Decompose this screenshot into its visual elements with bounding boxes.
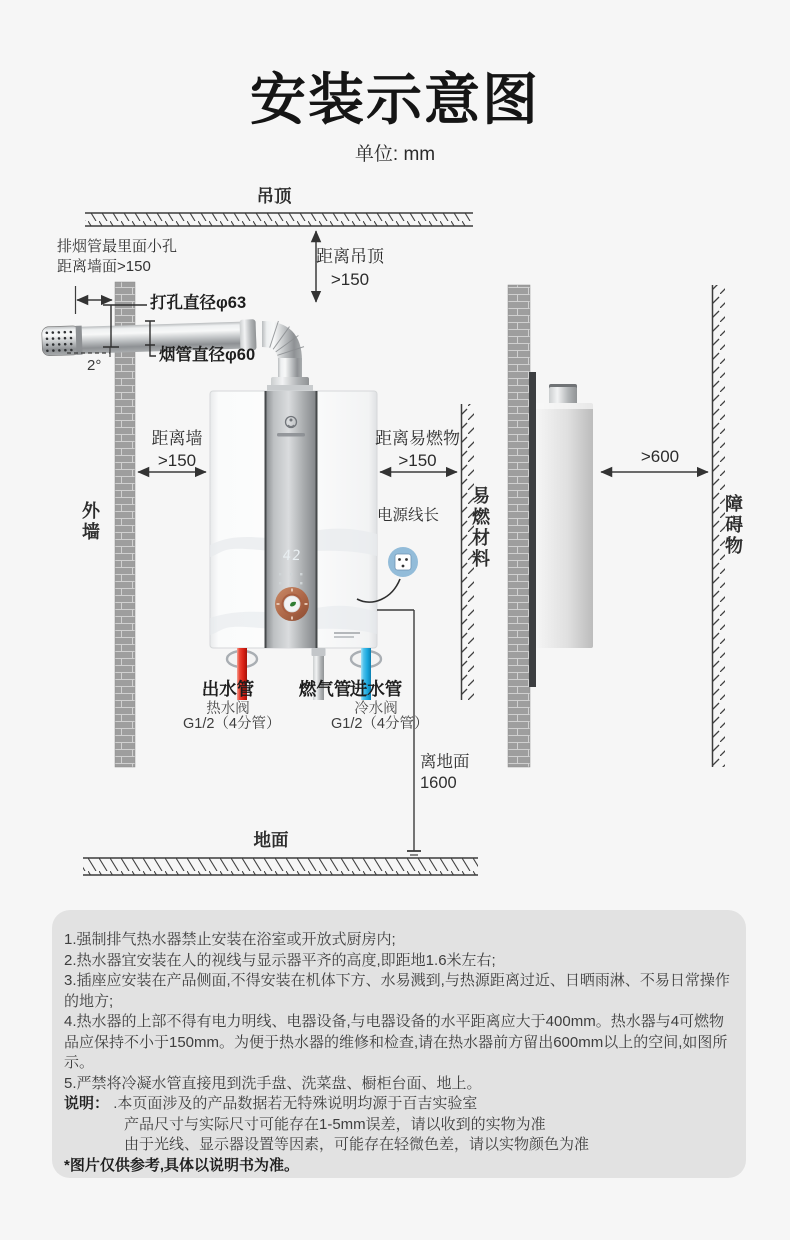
- note-explain: [64, 1094, 734, 1115]
- ceiling-hatch: [85, 213, 473, 226]
- pipe-clamps: [227, 651, 381, 667]
- water-heater: [210, 391, 377, 648]
- note-item: 4.热水器的上部不得有电力明线、电器设备,与电器设备的水平距离应大于400mm。热水器与4可燃物品应保持不小于150mm。为便于热水器的维修和检查,请在热水器前方留出600mm以上的空间,如图所示。: [64, 1013, 728, 1071]
- wall-clearance-value: >150: [157, 451, 197, 470]
- note-item: 2.热水器宜安装在人的视线与显示器平齐的高度,即距地1.6米左右;: [64, 951, 496, 969]
- flue-elbow: [262, 321, 313, 392]
- outer-wall-label: 外墙: [80, 501, 100, 543]
- bottom-white-strip: [0, 1240, 790, 1255]
- height-caption: 离地面: [420, 753, 470, 771]
- outlet-pipe-sub1: 热水阀: [206, 701, 250, 717]
- inlet-pipe-label: 进水管: [349, 679, 403, 699]
- disclaimer: *图片仅供参考,具体以说明书为准。: [64, 1156, 300, 1174]
- gas-pipe-label: 燃气管: [298, 679, 352, 699]
- inlet-pipe-sub1: 冷水阀: [354, 701, 398, 717]
- note-item: 3.插座应安装在产品侧面,不得安装在机体下方、水易溅到,与热源距离过近、日晒雨淋、不易日常操作的地方;: [64, 972, 730, 1010]
- ground-label: 地面: [253, 830, 289, 850]
- outer-wall-brick: [115, 282, 135, 767]
- hole-diameter-label: 打孔直径φ63: [150, 294, 247, 312]
- wall-clearance-caption: 距离墙: [151, 429, 203, 448]
- outlet-pipe-sub2: G1/2（4分管）: [183, 716, 281, 732]
- page-title: 安装示意图: [250, 68, 540, 131]
- note-explain-line: 产品尺寸与实际尺寸可能存在1-5mm误差，请以收到的实物为准: [124, 1115, 546, 1133]
- temperature-knob[interactable]: [275, 587, 309, 621]
- ceiling-clearance-caption: 距离吊顶: [316, 247, 384, 266]
- note-item: 5.严禁将冷凝水管直接甩到洗手盘、洗菜盘、橱柜台面、地上。: [64, 1074, 482, 1092]
- note-explain-label: 说明：: [64, 1095, 110, 1112]
- flammable-clearance-caption: 距离易燃物: [375, 429, 460, 448]
- exhaust-note-line2: 距离墙面>150: [57, 258, 151, 275]
- side-view-heater: [536, 384, 593, 648]
- temperature-display: 42: [281, 548, 303, 564]
- obstacle-clearance-value: >600: [640, 447, 680, 466]
- inlet-pipe-sub2: G1/2（4分管）: [331, 716, 429, 732]
- unit-label: 单位: mm: [354, 144, 436, 165]
- note-explain-line: 由于光线、显示器设置等因素，可能存在轻微色差，请以实物颜色为准: [124, 1136, 590, 1153]
- note-item: 1.强制排气热水器禁止安装在浴室或开放式厨房内;: [64, 931, 396, 948]
- flammable-clearance-value: >150: [398, 451, 437, 470]
- side-view-wall: [508, 285, 536, 767]
- note-explain-line: .本页面涉及的产品数据若无特殊说明均源于百吉实验室: [113, 1095, 478, 1112]
- height-value: 1600: [420, 774, 457, 792]
- obstacle-label: 障碍物: [723, 494, 743, 557]
- exhaust-note-line1: 排烟管最里面小孔: [57, 238, 178, 255]
- ceiling-clearance-value: >150: [330, 270, 370, 289]
- tilt-angle-label: 2°: [87, 357, 102, 374]
- power-cord-caption: 电源线长: [377, 507, 440, 524]
- flammable-material-label: 易燃材料: [470, 486, 490, 570]
- ceiling-label: 吊顶: [256, 186, 292, 206]
- power-socket[interactable]: [388, 547, 418, 577]
- outlet-pipe-label: 出水管: [201, 679, 255, 699]
- flue-diameter-label: 烟管直径φ60: [159, 346, 256, 364]
- notes-panel: [52, 910, 746, 1178]
- ground-hatch: [83, 858, 478, 875]
